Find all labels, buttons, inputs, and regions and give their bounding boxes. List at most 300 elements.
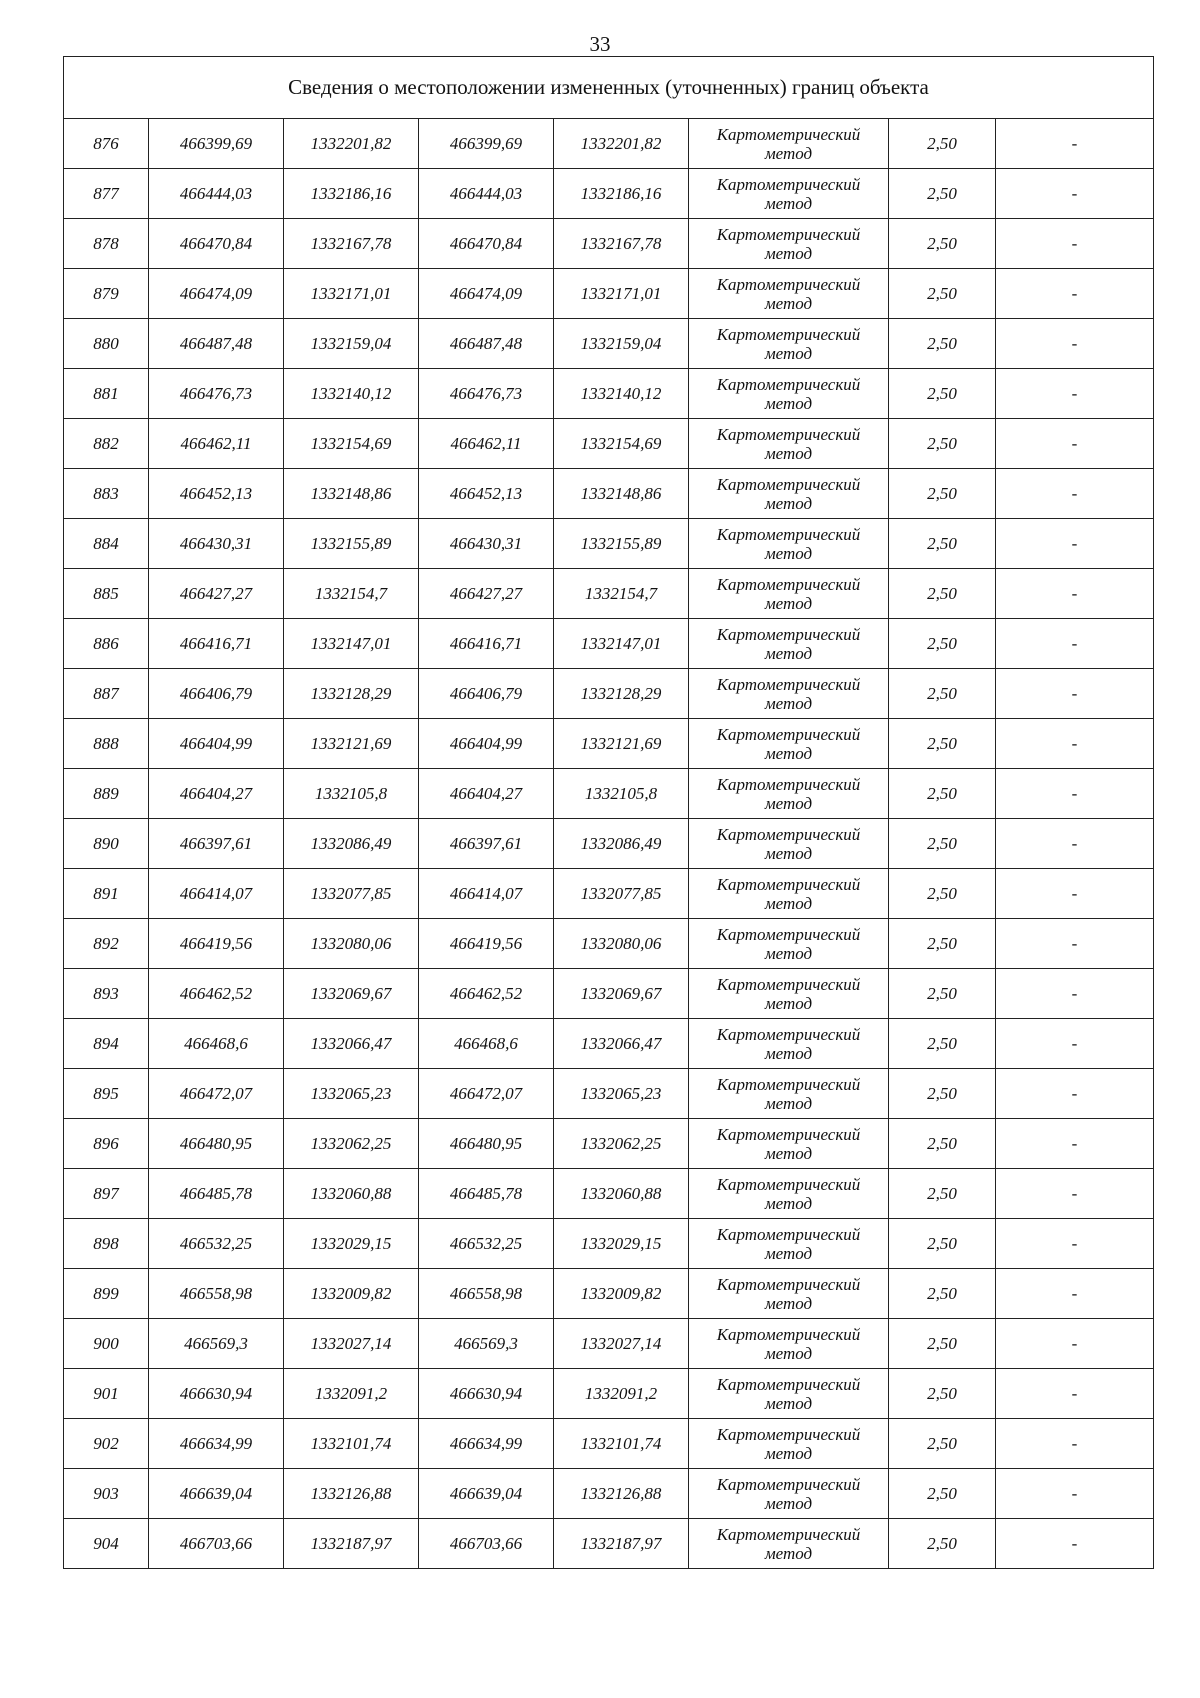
table-row <box>64 269 1154 319</box>
table-row <box>64 969 1154 1019</box>
method-line-1: Картометрический <box>716 924 861 944</box>
new-y-cell: 1332128,29 <box>554 669 689 719</box>
accuracy-cell: 2,50 <box>889 569 996 619</box>
table-row <box>64 569 1154 619</box>
table-row <box>64 1469 1154 1519</box>
page-number: 33 <box>589 32 611 56</box>
new-x-cell: 466569,3 <box>419 1319 554 1369</box>
new-y-cell: 1332167,78 <box>554 219 689 269</box>
old-y-cell: 1332147,01 <box>284 619 419 669</box>
table-row <box>64 419 1154 469</box>
method-line-1: Картометрический <box>716 224 861 244</box>
note-cell: - <box>996 619 1154 669</box>
old-y-cell: 1332086,49 <box>284 819 419 869</box>
old-x-cell: 466485,78 <box>149 1169 284 1219</box>
method-line-1: Картометрический <box>716 174 861 194</box>
method-cell <box>689 619 889 669</box>
method-cell <box>689 319 889 369</box>
point-number-cell: 893 <box>64 969 149 1019</box>
accuracy-cell: 2,50 <box>889 1519 996 1569</box>
method-cell <box>689 1519 889 1569</box>
point-number-cell: 877 <box>64 169 149 219</box>
note-cell: - <box>996 669 1154 719</box>
method-line-2: метод <box>764 1393 813 1413</box>
accuracy-cell: 2,50 <box>889 1119 996 1169</box>
accuracy-cell: 2,50 <box>889 419 996 469</box>
point-number-cell: 895 <box>64 1069 149 1119</box>
old-x-cell: 466558,98 <box>149 1269 284 1319</box>
accuracy-cell: 2,50 <box>889 669 996 719</box>
table-row <box>64 669 1154 719</box>
table-row <box>64 1069 1154 1119</box>
method-line-1: Картометрический <box>716 1024 861 1044</box>
old-y-cell: 1332062,25 <box>284 1119 419 1169</box>
note-cell: - <box>996 269 1154 319</box>
method-line-2: метод <box>764 743 813 763</box>
method-line-1: Картометрический <box>716 1174 861 1194</box>
old-y-cell: 1332060,88 <box>284 1169 419 1219</box>
table-row <box>64 1369 1154 1419</box>
accuracy-cell: 2,50 <box>889 1269 996 1319</box>
old-x-cell: 466406,79 <box>149 669 284 719</box>
old-y-cell: 1332080,06 <box>284 919 419 969</box>
method-line-1: Картометрический <box>716 624 861 644</box>
old-y-cell: 1332009,82 <box>284 1269 419 1319</box>
old-x-cell: 466487,48 <box>149 319 284 369</box>
method-cell <box>689 669 889 719</box>
method-line-1: Картометрический <box>716 874 861 894</box>
accuracy-cell: 2,50 <box>889 1469 996 1519</box>
accuracy-cell: 2,50 <box>889 119 996 169</box>
method-line-2: метод <box>764 643 813 663</box>
new-y-cell: 1332171,01 <box>554 269 689 319</box>
table-row <box>64 319 1154 369</box>
point-number-cell: 892 <box>64 919 149 969</box>
accuracy-cell: 2,50 <box>889 819 996 869</box>
method-line-2: метод <box>764 943 813 963</box>
new-x-cell: 466462,11 <box>419 419 554 469</box>
accuracy-cell: 2,50 <box>889 619 996 669</box>
new-x-cell: 466397,61 <box>419 819 554 869</box>
new-x-cell: 466487,48 <box>419 319 554 369</box>
new-y-cell: 1332069,67 <box>554 969 689 1019</box>
new-y-cell: 1332009,82 <box>554 1269 689 1319</box>
boundary-coordinates-table <box>63 56 1154 1569</box>
note-cell: - <box>996 969 1154 1019</box>
accuracy-cell: 2,50 <box>889 169 996 219</box>
method-cell <box>689 369 889 419</box>
point-number-cell: 878 <box>64 219 149 269</box>
old-y-cell: 1332101,74 <box>284 1419 419 1469</box>
note-cell: - <box>996 819 1154 869</box>
accuracy-cell: 2,50 <box>889 869 996 919</box>
accuracy-cell: 2,50 <box>889 919 996 969</box>
method-line-1: Картометрический <box>716 674 861 694</box>
accuracy-cell: 2,50 <box>889 1369 996 1419</box>
note-cell: - <box>996 1069 1154 1119</box>
new-y-cell: 1332091,2 <box>554 1369 689 1419</box>
point-number-cell: 880 <box>64 319 149 369</box>
table-row <box>64 219 1154 269</box>
method-line-2: метод <box>764 693 813 713</box>
method-cell <box>689 419 889 469</box>
old-y-cell: 1332140,12 <box>284 369 419 419</box>
new-x-cell: 466406,79 <box>419 669 554 719</box>
table-row <box>64 869 1154 919</box>
table-row <box>64 469 1154 519</box>
new-x-cell: 466452,13 <box>419 469 554 519</box>
new-x-cell: 466532,25 <box>419 1219 554 1269</box>
table-row <box>64 619 1154 669</box>
method-line-1: Картометрический <box>716 1474 861 1494</box>
method-line-1: Картометрический <box>716 524 861 544</box>
method-line-1: Картометрический <box>716 1374 861 1394</box>
method-cell <box>689 1369 889 1419</box>
new-x-cell: 466470,84 <box>419 219 554 269</box>
old-y-cell: 1332027,14 <box>284 1319 419 1369</box>
new-y-cell: 1332147,01 <box>554 619 689 669</box>
old-y-cell: 1332201,82 <box>284 119 419 169</box>
new-x-cell: 466462,52 <box>419 969 554 1019</box>
note-cell: - <box>996 569 1154 619</box>
table-row <box>64 769 1154 819</box>
new-x-cell: 466444,03 <box>419 169 554 219</box>
old-x-cell: 466532,25 <box>149 1219 284 1269</box>
method-line-2: метод <box>764 143 813 163</box>
accuracy-cell: 2,50 <box>889 269 996 319</box>
point-number-cell: 884 <box>64 519 149 569</box>
note-cell: - <box>996 169 1154 219</box>
method-cell <box>689 969 889 1019</box>
table-row <box>64 1019 1154 1069</box>
new-x-cell: 466703,66 <box>419 1519 554 1569</box>
new-y-cell: 1332159,04 <box>554 319 689 369</box>
table-row <box>64 1219 1154 1269</box>
old-y-cell: 1332126,88 <box>284 1469 419 1519</box>
method-cell <box>689 1419 889 1469</box>
old-x-cell: 466397,61 <box>149 819 284 869</box>
method-cell <box>689 719 889 769</box>
accuracy-cell: 2,50 <box>889 1069 996 1119</box>
new-x-cell: 466416,71 <box>419 619 554 669</box>
old-y-cell: 1332154,69 <box>284 419 419 469</box>
method-cell <box>689 1169 889 1219</box>
method-line-1: Картометрический <box>716 724 861 744</box>
method-line-2: метод <box>764 593 813 613</box>
old-y-cell: 1332187,97 <box>284 1519 419 1569</box>
new-x-cell: 466414,07 <box>419 869 554 919</box>
method-line-2: метод <box>764 343 813 363</box>
new-y-cell: 1332101,74 <box>554 1419 689 1469</box>
method-line-1: Картометрический <box>716 574 861 594</box>
method-cell <box>689 819 889 869</box>
point-number-cell: 898 <box>64 1219 149 1269</box>
method-line-1: Картометрический <box>716 374 861 394</box>
method-line-2: метод <box>764 1043 813 1063</box>
table-row <box>64 119 1154 169</box>
point-number-cell: 879 <box>64 269 149 319</box>
point-number-cell: 882 <box>64 419 149 469</box>
table-body <box>64 119 1154 1569</box>
new-y-cell: 1332148,86 <box>554 469 689 519</box>
method-line-2: метод <box>764 243 813 263</box>
method-line-1: Картометрический <box>716 324 861 344</box>
old-x-cell: 466419,56 <box>149 919 284 969</box>
new-x-cell: 466404,27 <box>419 769 554 819</box>
note-cell: - <box>996 869 1154 919</box>
new-x-cell: 466639,04 <box>419 1469 554 1519</box>
method-line-1: Картометрический <box>716 974 861 994</box>
method-cell <box>689 269 889 319</box>
point-number-cell: 902 <box>64 1419 149 1469</box>
method-line-2: метод <box>764 393 813 413</box>
new-x-cell: 466419,56 <box>419 919 554 969</box>
method-cell <box>689 1319 889 1369</box>
old-x-cell: 466462,52 <box>149 969 284 1019</box>
method-cell <box>689 119 889 169</box>
method-cell <box>689 469 889 519</box>
table-row <box>64 719 1154 769</box>
new-y-cell: 1332121,69 <box>554 719 689 769</box>
method-cell <box>689 1269 889 1319</box>
accuracy-cell: 2,50 <box>889 219 996 269</box>
note-cell: - <box>996 369 1154 419</box>
table-row <box>64 919 1154 969</box>
note-cell: - <box>996 519 1154 569</box>
table-row <box>64 1269 1154 1319</box>
note-cell: - <box>996 1319 1154 1369</box>
point-number-cell: 894 <box>64 1019 149 1069</box>
method-cell <box>689 869 889 919</box>
new-x-cell: 466472,07 <box>419 1069 554 1119</box>
point-number-cell: 904 <box>64 1519 149 1569</box>
old-x-cell: 466430,31 <box>149 519 284 569</box>
method-line-2: метод <box>764 1443 813 1463</box>
method-cell <box>689 1469 889 1519</box>
new-x-cell: 466630,94 <box>419 1369 554 1419</box>
old-x-cell: 466427,27 <box>149 569 284 619</box>
table-row <box>64 1169 1154 1219</box>
new-y-cell: 1332066,47 <box>554 1019 689 1069</box>
new-x-cell: 466430,31 <box>419 519 554 569</box>
old-x-cell: 466404,99 <box>149 719 284 769</box>
table-row <box>64 819 1154 869</box>
point-number-cell: 881 <box>64 369 149 419</box>
old-y-cell: 1332159,04 <box>284 319 419 369</box>
old-y-cell: 1332128,29 <box>284 669 419 719</box>
method-line-2: метод <box>764 543 813 563</box>
note-cell: - <box>996 1019 1154 1069</box>
point-number-cell: 890 <box>64 819 149 869</box>
accuracy-cell: 2,50 <box>889 319 996 369</box>
table-row <box>64 519 1154 569</box>
method-line-1: Картометрический <box>716 1274 861 1294</box>
method-line-2: метод <box>764 843 813 863</box>
method-line-1: Картометрический <box>716 1424 861 1444</box>
note-cell: - <box>996 769 1154 819</box>
old-x-cell: 466569,3 <box>149 1319 284 1369</box>
method-line-2: метод <box>764 493 813 513</box>
old-x-cell: 466452,13 <box>149 469 284 519</box>
new-x-cell: 466404,99 <box>419 719 554 769</box>
method-cell <box>689 769 889 819</box>
new-y-cell: 1332186,16 <box>554 169 689 219</box>
new-y-cell: 1332105,8 <box>554 769 689 819</box>
new-x-cell: 466480,95 <box>419 1119 554 1169</box>
method-cell <box>689 519 889 569</box>
old-y-cell: 1332029,15 <box>284 1219 419 1269</box>
method-line-2: метод <box>764 1493 813 1513</box>
new-y-cell: 1332154,7 <box>554 569 689 619</box>
new-y-cell: 1332077,85 <box>554 869 689 919</box>
accuracy-cell: 2,50 <box>889 969 996 1019</box>
new-y-cell: 1332080,06 <box>554 919 689 969</box>
old-x-cell: 466480,95 <box>149 1119 284 1169</box>
new-y-cell: 1332027,14 <box>554 1319 689 1369</box>
old-y-cell: 1332155,89 <box>284 519 419 569</box>
method-line-2: метод <box>764 1193 813 1213</box>
note-cell: - <box>996 1119 1154 1169</box>
method-line-2: метод <box>764 443 813 463</box>
method-line-1: Картометрический <box>716 474 861 494</box>
method-line-2: метод <box>764 1243 813 1263</box>
old-y-cell: 1332167,78 <box>284 219 419 269</box>
old-y-cell: 1332065,23 <box>284 1069 419 1119</box>
point-number-cell: 901 <box>64 1369 149 1419</box>
method-cell <box>689 919 889 969</box>
method-line-2: метод <box>764 1293 813 1313</box>
note-cell: - <box>996 1469 1154 1519</box>
accuracy-cell: 2,50 <box>889 769 996 819</box>
point-number-cell: 891 <box>64 869 149 919</box>
old-x-cell: 466639,04 <box>149 1469 284 1519</box>
old-y-cell: 1332171,01 <box>284 269 419 319</box>
new-x-cell: 466634,99 <box>419 1419 554 1469</box>
point-number-cell: 888 <box>64 719 149 769</box>
method-cell <box>689 169 889 219</box>
point-number-cell: 885 <box>64 569 149 619</box>
table-row <box>64 369 1154 419</box>
method-line-1: Картометрический <box>716 1324 861 1344</box>
old-y-cell: 1332186,16 <box>284 169 419 219</box>
note-cell: - <box>996 419 1154 469</box>
note-cell: - <box>996 719 1154 769</box>
method-line-2: метод <box>764 1543 813 1563</box>
old-x-cell: 466630,94 <box>149 1369 284 1419</box>
old-x-cell: 466416,71 <box>149 619 284 669</box>
point-number-cell: 876 <box>64 119 149 169</box>
accuracy-cell: 2,50 <box>889 369 996 419</box>
new-y-cell: 1332060,88 <box>554 1169 689 1219</box>
point-number-cell: 900 <box>64 1319 149 1369</box>
table-caption: Сведения о местоположении измененных (уточненных) границ объекта <box>64 57 1154 119</box>
point-number-cell: 883 <box>64 469 149 519</box>
point-number-cell: 887 <box>64 669 149 719</box>
old-y-cell: 1332154,7 <box>284 569 419 619</box>
method-line-2: метод <box>764 1093 813 1113</box>
method-line-1: Картометрический <box>716 824 861 844</box>
note-cell: - <box>996 919 1154 969</box>
method-line-2: метод <box>764 193 813 213</box>
new-y-cell: 1332086,49 <box>554 819 689 869</box>
new-x-cell: 466427,27 <box>419 569 554 619</box>
method-cell <box>689 569 889 619</box>
accuracy-cell: 2,50 <box>889 1419 996 1469</box>
method-line-2: метод <box>764 893 813 913</box>
table-row <box>64 169 1154 219</box>
table-row <box>64 1319 1154 1369</box>
old-x-cell: 466470,84 <box>149 219 284 269</box>
point-number-cell: 889 <box>64 769 149 819</box>
accuracy-cell: 2,50 <box>889 519 996 569</box>
method-line-2: метод <box>764 293 813 313</box>
old-y-cell: 1332066,47 <box>284 1019 419 1069</box>
new-y-cell: 1332155,89 <box>554 519 689 569</box>
new-x-cell: 466476,73 <box>419 369 554 419</box>
point-number-cell: 903 <box>64 1469 149 1519</box>
new-x-cell: 466468,6 <box>419 1019 554 1069</box>
old-x-cell: 466414,07 <box>149 869 284 919</box>
old-y-cell: 1332077,85 <box>284 869 419 919</box>
method-cell <box>689 1119 889 1169</box>
accuracy-cell: 2,50 <box>889 1219 996 1269</box>
method-line-1: Картометрический <box>716 1224 861 1244</box>
point-number-cell: 897 <box>64 1169 149 1219</box>
note-cell: - <box>996 469 1154 519</box>
old-x-cell: 466399,69 <box>149 119 284 169</box>
new-y-cell: 1332029,15 <box>554 1219 689 1269</box>
method-line-2: метод <box>764 793 813 813</box>
note-cell: - <box>996 1219 1154 1269</box>
old-x-cell: 466634,99 <box>149 1419 284 1469</box>
new-y-cell: 1332140,12 <box>554 369 689 419</box>
new-y-cell: 1332187,97 <box>554 1519 689 1569</box>
note-cell: - <box>996 1519 1154 1569</box>
old-x-cell: 466474,09 <box>149 269 284 319</box>
old-y-cell: 1332148,86 <box>284 469 419 519</box>
method-line-1: Картометрический <box>716 1124 861 1144</box>
accuracy-cell: 2,50 <box>889 719 996 769</box>
old-y-cell: 1332069,67 <box>284 969 419 1019</box>
new-y-cell: 1332154,69 <box>554 419 689 469</box>
method-line-1: Картометрический <box>716 424 861 444</box>
accuracy-cell: 2,50 <box>889 1019 996 1069</box>
accuracy-cell: 2,50 <box>889 1169 996 1219</box>
note-cell: - <box>996 1269 1154 1319</box>
note-cell: - <box>996 319 1154 369</box>
note-cell: - <box>996 1169 1154 1219</box>
new-x-cell: 466485,78 <box>419 1169 554 1219</box>
method-line-2: метод <box>764 993 813 1013</box>
new-y-cell: 1332062,25 <box>554 1119 689 1169</box>
accuracy-cell: 2,50 <box>889 469 996 519</box>
point-number-cell: 896 <box>64 1119 149 1169</box>
old-y-cell: 1332105,8 <box>284 769 419 819</box>
old-x-cell: 466472,07 <box>149 1069 284 1119</box>
old-x-cell: 466462,11 <box>149 419 284 469</box>
method-cell <box>689 1069 889 1119</box>
note-cell: - <box>996 119 1154 169</box>
new-y-cell: 1332201,82 <box>554 119 689 169</box>
table-row <box>64 1119 1154 1169</box>
note-cell: - <box>996 1369 1154 1419</box>
accuracy-cell: 2,50 <box>889 1319 996 1369</box>
point-number-cell: 899 <box>64 1269 149 1319</box>
old-x-cell: 466444,03 <box>149 169 284 219</box>
method-line-2: метод <box>764 1143 813 1163</box>
new-y-cell: 1332126,88 <box>554 1469 689 1519</box>
method-line-1: Картометрический <box>716 1074 861 1094</box>
